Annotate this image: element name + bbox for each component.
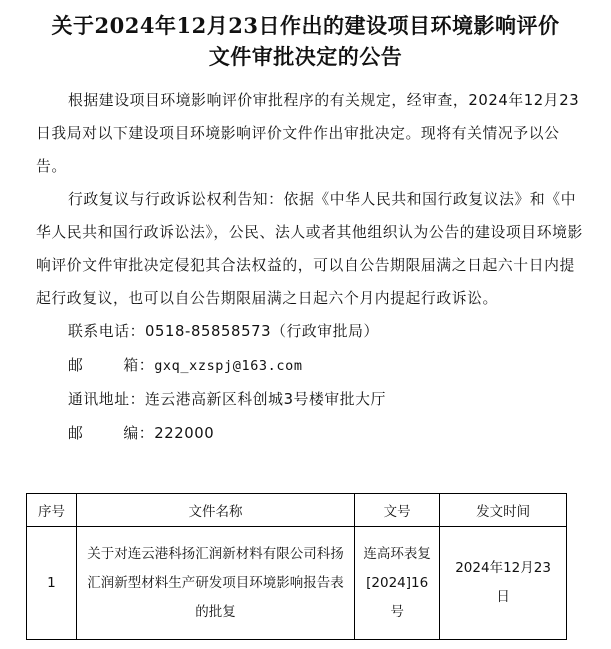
postcode-label-1: 邮 bbox=[68, 425, 84, 442]
contact-phone-line bbox=[0, 315, 611, 349]
contact-postcode-line bbox=[0, 417, 611, 451]
header-file-name: 文件名称 bbox=[76, 494, 354, 527]
row-doc-number: 连高环表复[2024]16号 bbox=[355, 527, 440, 640]
contact-address-line bbox=[0, 383, 611, 417]
approval-table bbox=[26, 493, 567, 640]
email-label-1: 邮 bbox=[68, 357, 84, 374]
email-label-2: 箱： bbox=[123, 357, 155, 374]
address-label: 通讯地址： bbox=[68, 391, 145, 408]
header-doc-number: 文号 bbox=[355, 494, 440, 527]
postcode-value: 222000 bbox=[154, 425, 215, 442]
title-line-1: 关于2024年12月23日作出的建设项目环境影响评价 bbox=[51, 13, 560, 38]
row-index: 1 bbox=[27, 527, 77, 640]
intro-paragraph: 根据建设项目环境影响评价审批程序的有关规定，经审查，2024年12月23日我局对以下建设项目环境影响评价文件作出审批决定。现将有关情况予以公告。 bbox=[36, 92, 580, 175]
postcode-label-2: 编： bbox=[123, 425, 155, 442]
rights-notice-paragraph: 行政复议与行政诉讼权利告知：依据《中华人民共和国行政复议法》和《中华人民共和国行政诉讼法》，公民、法人或者其他组织认为公告的建设项目环境影响评价文件审批决定侵犯其合法权益的，可以自公告期限届满之日起六十日内提起行政复议，也可以自公告期限届满之日起六个月内提起行政诉讼。 bbox=[36, 191, 583, 307]
row-file-name: 关于对连云港科扬汇润新材料有限公司科扬汇润新型材料生产研发项目环境影响报告表的批复 bbox=[76, 527, 354, 640]
address-value: 连云港高新区科创城3号楼审批大厅 bbox=[145, 391, 386, 408]
email-value: gxq_xzspj@163.com bbox=[154, 358, 303, 374]
contact-email-line bbox=[0, 349, 611, 383]
table-row bbox=[27, 527, 567, 640]
phone-label: 联系电话： bbox=[68, 323, 145, 340]
table-header-row bbox=[27, 494, 567, 527]
phone-value: 0518-85858573（行政审批局） bbox=[145, 323, 379, 340]
announcement-title bbox=[0, 0, 611, 72]
header-issue-date: 发文时间 bbox=[440, 494, 567, 527]
row-issue-date: 2024年12月23日 bbox=[440, 527, 567, 640]
header-index: 序号 bbox=[27, 494, 77, 527]
title-line-2: 文件审批决定的公告 bbox=[208, 44, 403, 69]
